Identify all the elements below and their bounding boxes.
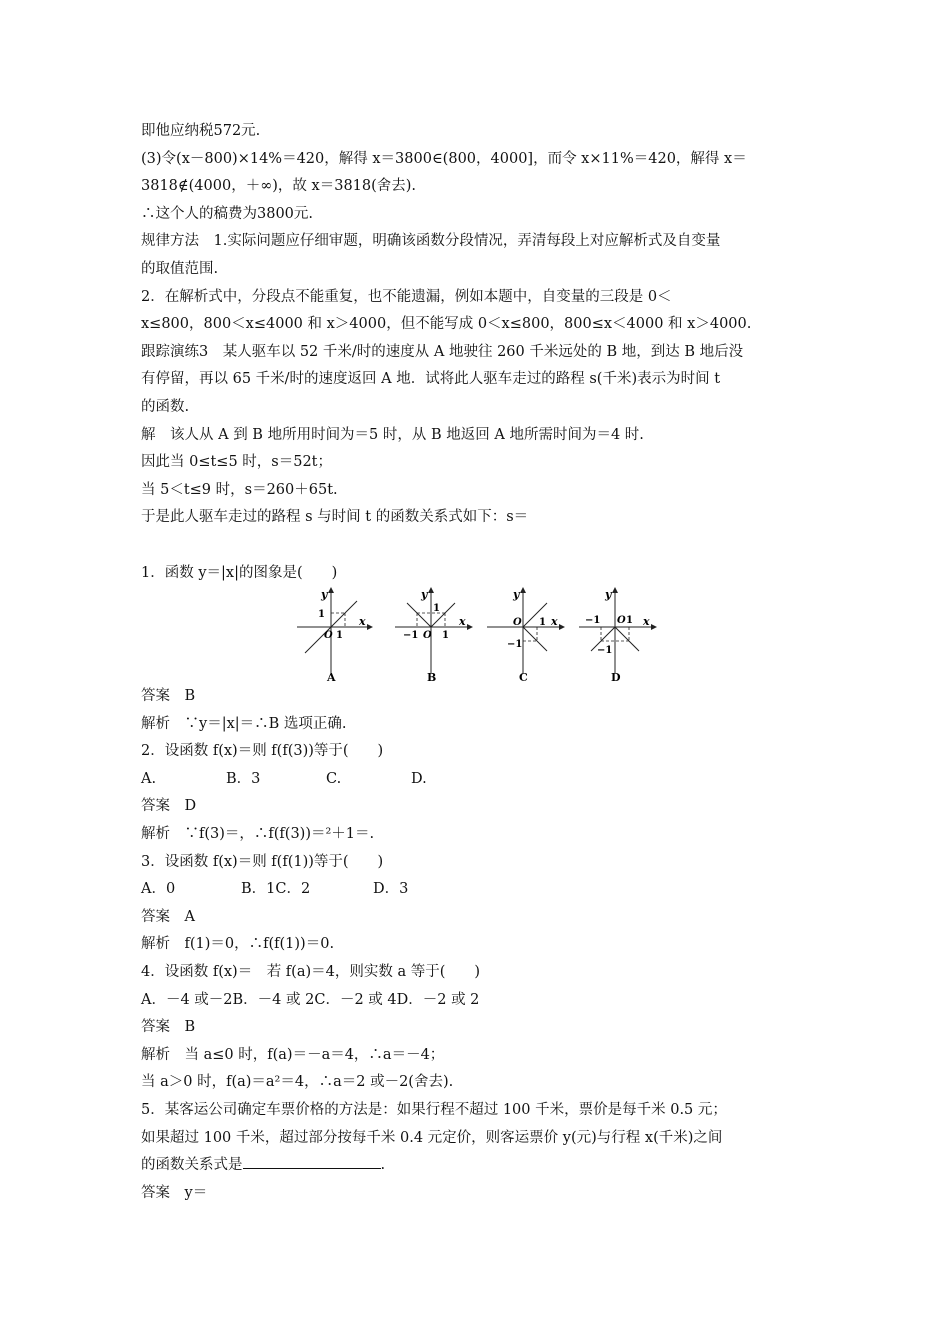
y-axis-label: y: [321, 588, 328, 602]
graph-option-c: [483, 587, 573, 683]
graph-options-figure: [291, 587, 811, 683]
text-line: 当 5＜t≤9 时，s＝260＋65t.: [141, 481, 338, 498]
graph-option-b: [391, 587, 481, 683]
text-line: 有停留，再以 65 千米/时的速度返回 A 地．试将此人驱车走过的路程 s(千米)表示为时间 t: [141, 371, 721, 388]
text-line: ∴这个人的稿费为3800元.: [141, 205, 314, 222]
question-2-options: [141, 766, 811, 794]
question-4: 4．设函数 f(x)＝ 若 f(a)＝4，则实数 a 等于( ): [141, 964, 481, 981]
question-3-options: [141, 876, 811, 904]
graph-c-svg: [483, 587, 573, 683]
period: .: [380, 1157, 386, 1174]
explanation-4-cont: 当 a＞0 时，f(a)＝a²＝4，∴a＝2 或－2(舍去).: [141, 1074, 454, 1091]
option-a: A.: [141, 770, 157, 787]
text-line: 因此当 0≤t≤5 时，s＝52t；: [141, 454, 333, 471]
y-axis-label: y: [605, 588, 612, 602]
graph-b-svg: [391, 587, 481, 683]
question-5-text: 的函数关系式是: [141, 1157, 243, 1174]
answer-5: 答案 y＝: [141, 1184, 208, 1201]
question-3: 3．设函数 f(x)＝则 f(f(1))等于( ): [141, 853, 384, 870]
x-axis-label: x: [551, 615, 558, 629]
origin-label: O: [617, 615, 626, 627]
question-5-end: [141, 1152, 811, 1180]
y-axis-label: y: [421, 588, 428, 602]
tick-label: 1: [626, 615, 633, 627]
tick-label: 1: [539, 617, 546, 629]
text-line: 3818∉(4000，＋∞)，故 x＝3818(舍去).: [141, 178, 417, 195]
text-line: 规律方法 1.实际问题应仔细审题，明确该函数分段情况，弄清每段上对应解析式及自变量: [141, 233, 721, 250]
option-bc: B．1C．2: [241, 881, 311, 898]
text-line: 的取值范围.: [141, 260, 219, 277]
fill-in-blank: [243, 1154, 381, 1169]
question-4-options: A．－4 或－2B．－4 或 2C．－2 或 4D．－2 或 2: [141, 991, 480, 1008]
option-letter: C: [519, 671, 528, 685]
graph-a-svg: [291, 587, 381, 683]
text-line: 的函数.: [141, 398, 190, 415]
graph-option-d: [575, 587, 665, 683]
option-letter: B: [427, 671, 437, 685]
explanation-3: 解析 f(1)＝0，∴f(f(1))＝0.: [141, 936, 335, 953]
document-page: [141, 118, 811, 1207]
question-1: 1．函数 y＝|x|的图象是( ): [141, 564, 338, 581]
option-b: B．3: [226, 770, 261, 787]
tick-label: −1: [597, 645, 613, 657]
option-letter: D: [611, 671, 621, 685]
text-line: 即他应纳税572元.: [141, 123, 261, 139]
origin-label: O: [324, 630, 333, 642]
tick-label: 1: [442, 630, 449, 642]
option-c: C.: [326, 770, 342, 787]
text-line: 跟踪演练3 某人驱车以 52 千米/时的速度从 A 地驶往 260 千米远处的 B 地，到达 B 地后没: [141, 343, 744, 360]
answer-4: 答案 B: [141, 1019, 196, 1036]
explanation-4: 解析 当 a≤0 时，f(a)＝－a＝4，∴a＝－4；: [141, 1046, 445, 1063]
spacer: [141, 532, 811, 560]
y-axis-label: y: [513, 588, 520, 602]
option-d: D．3: [373, 881, 409, 898]
question-2: 2．设函数 f(x)＝则 f(f(3))等于( ): [141, 743, 384, 760]
tick-label: 1: [336, 630, 343, 642]
tick-label: 1: [318, 609, 325, 621]
answer-3: 答案 A: [141, 908, 195, 925]
answer-2: 答案 D: [141, 798, 197, 815]
option-a: A．0: [141, 881, 176, 898]
text-line: 解 该人从 A 到 B 地所用时间为＝5 时，从 B 地返回 A 地所需时间为＝4 时.: [141, 426, 644, 443]
explanation-1: 解析 ∵y＝|x|＝∴B 选项正确.: [141, 715, 347, 732]
tick-label: −1: [585, 615, 601, 627]
x-axis-label: x: [643, 615, 650, 629]
tick-label: 1: [433, 603, 440, 615]
explanation-2: 解析 ∵f(3)＝，∴f(f(3))＝²＋1＝.: [141, 826, 375, 843]
text-line: 于是此人驱车走过的路程 s 与时间 t 的函数关系式如下：s＝: [141, 509, 529, 526]
answer-1: 答案 B: [141, 688, 196, 705]
question-5: 5．某客运公司确定车票价格的方法是：如果行程不超过 100 千米，票价是每千米 0.5 元；: [141, 1102, 727, 1118]
option-d: D.: [411, 770, 427, 787]
tick-label: −1: [507, 639, 523, 651]
option-letter: A: [327, 671, 336, 685]
tick-label: −1: [403, 630, 419, 642]
text-line: (3)令(x－800)×14%＝420，解得 x＝3800∈(800，4000]，而令 x×11%＝420，解得 x＝: [141, 150, 747, 167]
x-axis-label: x: [459, 615, 466, 629]
graph-option-a: [291, 587, 381, 683]
text-line: x≤800，800＜x≤4000 和 x＞4000，但不能写成 0＜x≤800，800≤x＜4000 和 x＞4000.: [141, 316, 752, 333]
origin-label: O: [513, 617, 522, 629]
graph-d-svg: [575, 587, 665, 683]
origin-label: O: [423, 630, 432, 642]
x-axis-label: x: [359, 615, 366, 629]
question-5-cont: 如果超过 100 千米，超过部分按每千米 0.4 元定价，则客运票价 y(元)与行程 x(千米)之间: [141, 1129, 723, 1146]
text-line: 2．在解析式中，分段点不能重复，也不能遗漏，例如本题中，自变量的三段是 0＜: [141, 288, 672, 305]
